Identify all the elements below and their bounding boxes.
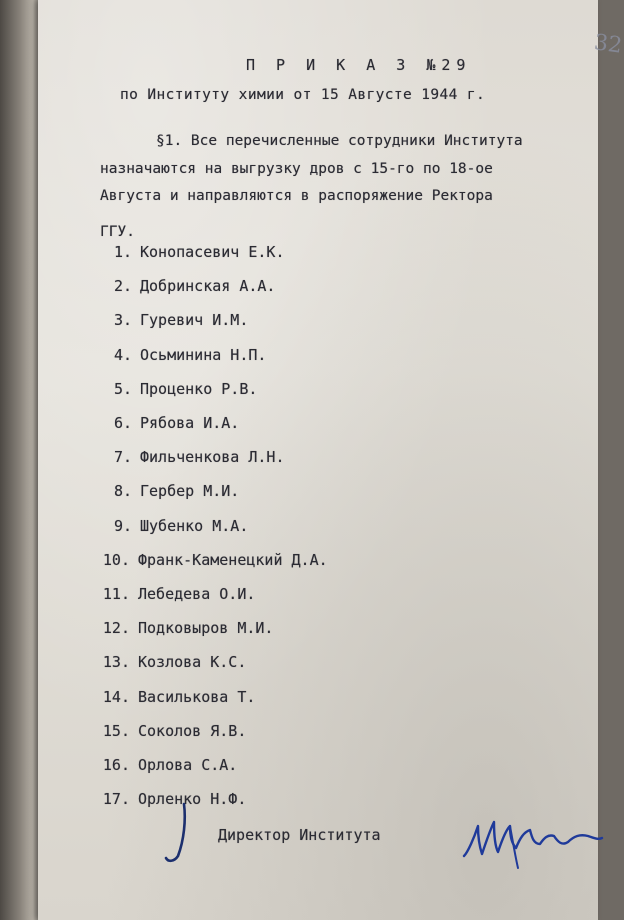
staff-list-item bbox=[96, 756, 237, 774]
staff-name: Конопасевич Е.К. bbox=[140, 243, 285, 261]
staff-number: 16. bbox=[102, 756, 130, 774]
staff-number: 3. bbox=[113, 311, 132, 329]
staff-name: Проценко Р.В. bbox=[140, 380, 258, 398]
staff-name: Рябова И.А. bbox=[140, 414, 240, 432]
staff-list-item bbox=[96, 551, 328, 569]
staff-list-item bbox=[98, 243, 285, 261]
staff-name: Орленко Н.Ф. bbox=[138, 790, 247, 808]
staff-number: 6. bbox=[113, 414, 132, 432]
staff-list-item bbox=[98, 346, 266, 364]
staff-list-item bbox=[98, 311, 248, 329]
staff-name: Гербер М.И. bbox=[140, 482, 240, 500]
staff-number: 13. bbox=[102, 653, 130, 671]
staff-list-item bbox=[98, 448, 285, 466]
section-text-line: Августа и направляются в распоряжение Ректора bbox=[100, 188, 493, 204]
staff-number: 4. bbox=[113, 346, 132, 364]
staff-number: 5. bbox=[113, 380, 132, 398]
staff-number: 11. bbox=[102, 585, 130, 603]
staff-number: 14. bbox=[102, 688, 130, 706]
staff-list-item bbox=[98, 482, 239, 500]
staff-number: 1. bbox=[113, 243, 132, 261]
director-signature bbox=[458, 808, 608, 878]
staff-name: Лебедева О.И. bbox=[138, 585, 256, 603]
page-number: 32 bbox=[592, 30, 624, 59]
staff-name: Шубенко М.А. bbox=[140, 517, 249, 535]
staff-name: Гуревич И.М. bbox=[140, 311, 249, 329]
staff-list-item bbox=[98, 380, 257, 398]
staff-list-item bbox=[96, 585, 255, 603]
staff-list-item bbox=[98, 277, 275, 295]
staff-number: 10. bbox=[102, 551, 130, 569]
staff-number: 2. bbox=[113, 277, 132, 295]
staff-name: Соколов Я.В. bbox=[138, 722, 247, 740]
staff-number: 12. bbox=[102, 619, 130, 637]
document-subtitle: по Институту химии от 15 Августе 1944 г. bbox=[120, 87, 486, 103]
staff-name: Василькова Т. bbox=[138, 688, 256, 706]
staff-list-item bbox=[96, 653, 246, 671]
staff-number: 7. bbox=[113, 448, 132, 466]
section-text-line: ГГУ. bbox=[100, 224, 135, 240]
pen-mark-icon bbox=[160, 800, 200, 870]
director-title: Директор Института bbox=[218, 826, 381, 844]
staff-name: Орлова С.А. bbox=[138, 756, 238, 774]
staff-name: Франк-Каменецкий Д.А. bbox=[138, 551, 328, 569]
staff-name: Подковыров М.И. bbox=[138, 619, 274, 637]
typewritten-page bbox=[38, 0, 624, 920]
staff-number: 8. bbox=[113, 482, 132, 500]
staff-list-item bbox=[96, 619, 273, 637]
staff-name: Козлова К.С. bbox=[138, 653, 247, 671]
staff-number: 15. bbox=[102, 722, 130, 740]
section-text-line: назначаются на выгрузку дров с 15-го по 18-ое bbox=[100, 161, 493, 177]
staff-list-item bbox=[98, 517, 248, 535]
staff-name: Фильченкова Л.Н. bbox=[140, 448, 285, 466]
staff-name: Добринская А.А. bbox=[140, 277, 276, 295]
staff-number: 17. bbox=[102, 790, 130, 808]
staff-name: Осьминина Н.П. bbox=[140, 346, 267, 364]
staff-list-item bbox=[96, 722, 246, 740]
section-text-line: §1. Все перечисленные сотрудники Института bbox=[156, 133, 523, 149]
staff-number: 9. bbox=[113, 517, 132, 535]
staff-list-item bbox=[98, 414, 239, 432]
document-title: П Р И К А З №29 bbox=[246, 56, 472, 74]
staff-list-item bbox=[96, 688, 255, 706]
